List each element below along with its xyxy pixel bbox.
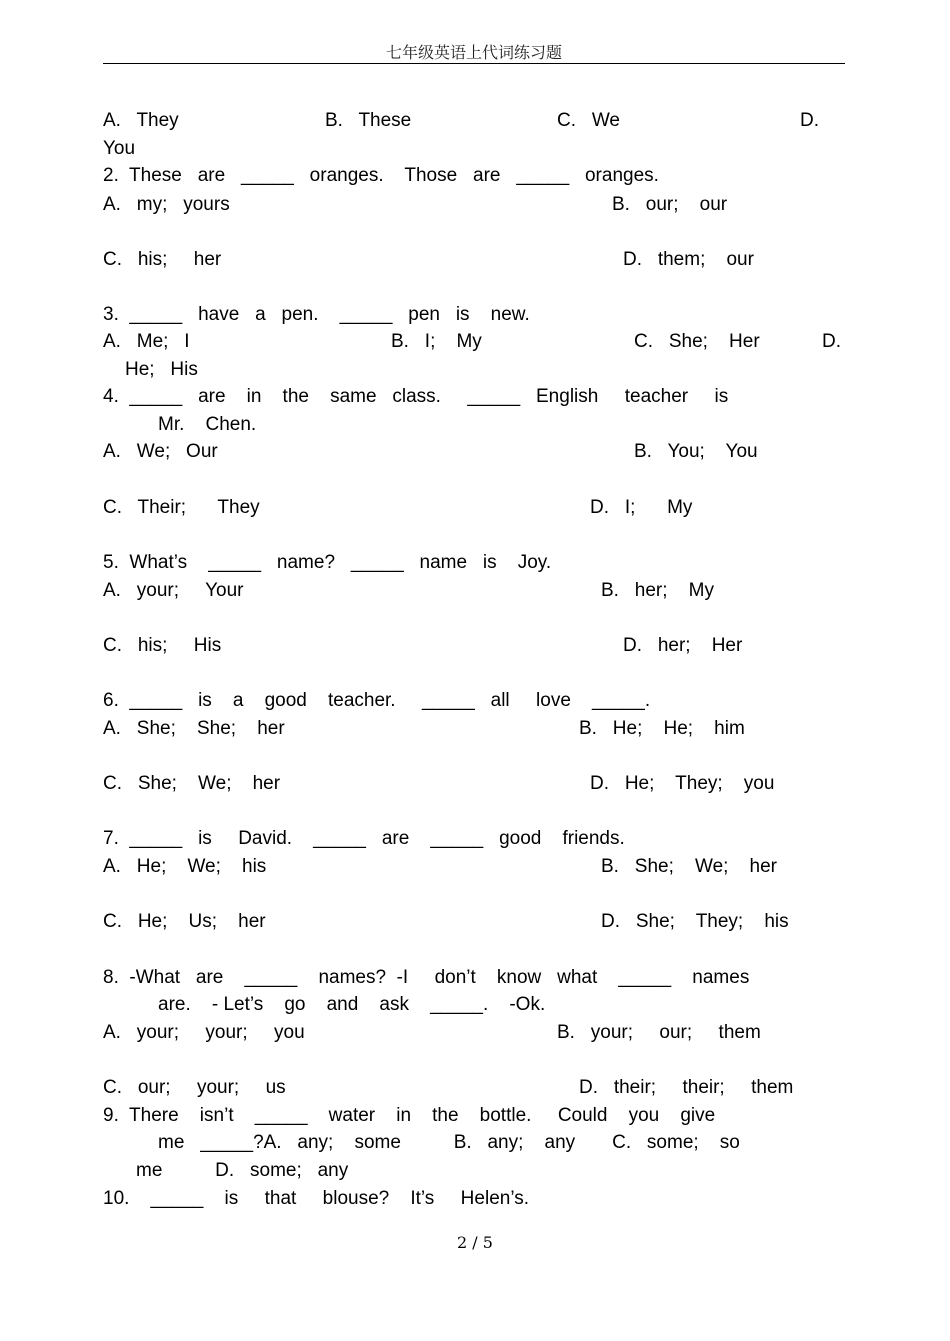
text-line bbox=[0, 357, 950, 383]
text-line bbox=[0, 1130, 950, 1156]
line-segment: are. - Let’s go and ask _____. -Ok. bbox=[158, 994, 546, 1015]
line-segment: C. his; His bbox=[103, 635, 222, 656]
line-segment: 8. -What are _____ names? -I don’t know what _____ names bbox=[103, 967, 750, 988]
line-segment: C. our; your; us bbox=[103, 1077, 286, 1098]
text-line bbox=[0, 1158, 950, 1184]
text-line bbox=[0, 302, 950, 328]
line-segment: A. Me; I bbox=[103, 331, 190, 352]
text-line bbox=[0, 412, 950, 438]
line-segment: me D. some; any bbox=[136, 1160, 349, 1181]
line-segment: C. his; her bbox=[103, 249, 222, 270]
page-number: 2 / 5 bbox=[457, 1233, 493, 1252]
line-segment: D. bbox=[800, 110, 819, 131]
text-line bbox=[0, 1020, 950, 1046]
text-line bbox=[0, 992, 950, 1018]
header-rule bbox=[103, 63, 845, 64]
text-line bbox=[0, 909, 950, 935]
line-segment: B. our; our bbox=[612, 194, 728, 215]
text-line bbox=[0, 716, 950, 742]
line-segment: 9. There isn’t _____ water in the bottle. Could you give bbox=[103, 1105, 716, 1126]
line-segment: Mr. Chen. bbox=[158, 414, 257, 435]
line-segment: B. I; My bbox=[391, 331, 482, 352]
line-segment: C. She; Her bbox=[634, 331, 760, 352]
line-segment: me _____?A. any; some B. any; any C. some; so bbox=[158, 1132, 740, 1153]
text-line bbox=[0, 1075, 950, 1101]
text-line bbox=[0, 826, 950, 852]
line-segment: B. your; our; them bbox=[557, 1022, 761, 1043]
line-segment: A. your; Your bbox=[103, 580, 244, 601]
text-line bbox=[0, 633, 950, 659]
line-segment: B. He; He; him bbox=[579, 718, 745, 739]
page-header-title: 七年级英语上代词练习题 bbox=[385, 43, 562, 62]
line-segment: D. She; They; his bbox=[601, 911, 789, 932]
line-segment: C. She; We; her bbox=[103, 773, 281, 794]
line-segment: C. He; Us; her bbox=[103, 911, 266, 932]
line-segment: B. She; We; her bbox=[601, 856, 778, 877]
text-line bbox=[0, 329, 950, 355]
text-line bbox=[0, 688, 950, 714]
line-segment: B. her; My bbox=[601, 580, 714, 601]
line-segment: D. her; Her bbox=[623, 635, 743, 656]
line-segment: D. He; They; you bbox=[590, 773, 775, 794]
text-line bbox=[0, 550, 950, 576]
line-segment: He; His bbox=[125, 359, 198, 380]
line-segment: A. your; your; you bbox=[103, 1022, 305, 1043]
line-segment: 4. _____ are in the same class. _____ English teacher is bbox=[103, 386, 729, 407]
line-segment: B. You; You bbox=[634, 441, 758, 462]
line-segment: B. These bbox=[325, 110, 412, 131]
text-line bbox=[0, 108, 950, 134]
line-segment: You bbox=[103, 138, 136, 159]
line-segment: 6. _____ is a good teacher. _____ all love _____. bbox=[103, 690, 651, 711]
line-segment: C. We bbox=[557, 110, 620, 131]
line-segment: A. They bbox=[103, 110, 179, 131]
line-segment: A. He; We; his bbox=[103, 856, 267, 877]
line-segment: 3. _____ have a pen. _____ pen is new. bbox=[103, 304, 530, 325]
text-line bbox=[0, 578, 950, 604]
line-segment: 2. These are _____ oranges. Those are _____ oranges. bbox=[103, 165, 659, 186]
line-segment: D. bbox=[822, 331, 841, 352]
line-segment: A. my; yours bbox=[103, 194, 230, 215]
text-line bbox=[0, 965, 950, 991]
line-segment: D. I; My bbox=[590, 497, 693, 518]
text-line bbox=[0, 247, 950, 273]
line-segment: 7. _____ is David. _____ are _____ good friends. bbox=[103, 828, 625, 849]
text-line bbox=[0, 192, 950, 218]
line-segment: A. We; Our bbox=[103, 441, 218, 462]
line-segment: 5. What’s _____ name? _____ name is Joy. bbox=[103, 552, 552, 573]
text-line bbox=[0, 854, 950, 880]
line-segment: D. their; their; them bbox=[579, 1077, 794, 1098]
line-segment: 10. _____ is that blouse? It’s Helen’s. bbox=[103, 1188, 529, 1209]
line-segment: A. She; She; her bbox=[103, 718, 285, 739]
text-line bbox=[0, 1186, 950, 1212]
line-segment: C. Their; They bbox=[103, 497, 260, 518]
text-line bbox=[0, 384, 950, 410]
text-line bbox=[0, 439, 950, 465]
text-line bbox=[0, 771, 950, 797]
line-segment: D. them; our bbox=[623, 249, 754, 270]
text-line bbox=[0, 163, 950, 189]
text-line bbox=[0, 1103, 950, 1129]
text-line bbox=[0, 495, 950, 521]
text-line bbox=[0, 136, 950, 162]
